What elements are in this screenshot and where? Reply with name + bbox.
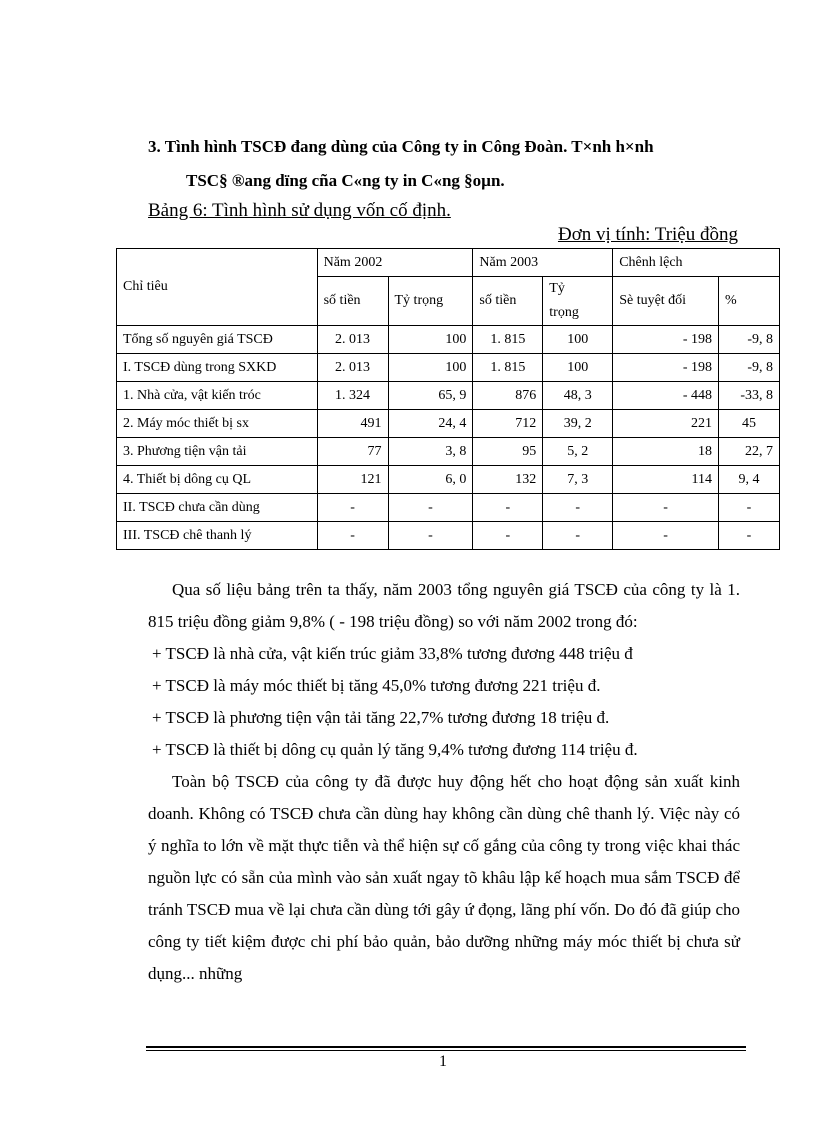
cell-amount-2002: - [317, 522, 388, 550]
subheader-ratio-2002: Tỷ trọng [388, 277, 473, 326]
footer-divider-thin [146, 1050, 746, 1051]
paragraph-summary: Qua số liệu bảng trên ta thấy, năm 2003 tổng nguyên giá TSCĐ của công ty là 1. 815 triệu đồng giảm 9,8% ( - 198 triệu đồng) so với năm 2002 trong đó: [148, 580, 740, 631]
row-label: Tổng số nguyên giá TSCĐ [117, 326, 318, 354]
cell-absolute: - [613, 522, 719, 550]
cell-ratio-2002: 65, 9 [388, 382, 473, 410]
cell-amount-2003: 876 [473, 382, 543, 410]
cell-amount-2002: 491 [317, 410, 388, 438]
subheader-ratio-2003: Tỷ trọng [543, 277, 613, 326]
cell-ratio-2003: 100 [543, 326, 613, 354]
section-heading-line2: TSC§ ®ang dïng cña C«ng ty in C«ng §oµn. [186, 171, 505, 190]
cell-absolute: - [613, 494, 719, 522]
cell-absolute: - 198 [613, 354, 719, 382]
bullet-vehicles: + TSCĐ là phương tiện vận tải tăng 22,7% tương đương 18 triệu đ. [152, 708, 610, 727]
cell-percent: 45 [719, 410, 780, 438]
cell-amount-2003: 1. 815 [473, 354, 543, 382]
cell-percent: -33, 8 [719, 382, 780, 410]
cell-amount-2002: 121 [317, 466, 388, 494]
cell-absolute: 18 [613, 438, 719, 466]
cell-ratio-2002: 100 [388, 326, 473, 354]
cell-percent: - [719, 522, 780, 550]
cell-amount-2002: - [317, 494, 388, 522]
cell-percent: - [719, 494, 780, 522]
bullet-buildings: + TSCĐ là nhà cửa, vật kiến trúc giảm 33,8% tương đương 448 triệu đ [152, 644, 633, 663]
body-text [148, 574, 740, 990]
row-label: III. TSCĐ chê thanh lý [117, 522, 318, 550]
table-row [117, 522, 780, 550]
cell-ratio-2002: - [388, 522, 473, 550]
table-row [117, 382, 780, 410]
cell-amount-2002: 77 [317, 438, 388, 466]
cell-ratio-2002: - [388, 494, 473, 522]
table-row [117, 410, 780, 438]
cell-absolute: 114 [613, 466, 719, 494]
table-row [117, 354, 780, 382]
table-caption: Bảng 6: Tình hình sử dụng vốn cố định. [148, 200, 451, 221]
cell-amount-2003: 712 [473, 410, 543, 438]
subheader-amount-2003: số tiền [473, 277, 543, 326]
row-label: I. TSCĐ dùng trong SXKD [117, 354, 318, 382]
unit-label: Đơn vị tính: Triệu đồng [557, 224, 738, 245]
cell-ratio-2003: - [543, 522, 613, 550]
page-number: 1 [439, 1053, 447, 1070]
cell-percent: -9, 8 [719, 354, 780, 382]
cell-ratio-2002: 100 [388, 354, 473, 382]
section-heading-line1: 3. Tình hình TSCĐ đang dùng của Công ty in Công Đoàn. T×nh h×nh [148, 137, 654, 156]
header-difference: Chênh lệch [613, 249, 780, 277]
cell-ratio-2003: 5, 2 [543, 438, 613, 466]
section-heading [148, 130, 768, 198]
cell-amount-2002: 1. 324 [317, 382, 388, 410]
footer-divider [146, 1046, 746, 1048]
cell-amount-2002: 2. 013 [317, 326, 388, 354]
cell-percent: -9, 8 [719, 326, 780, 354]
row-label: II. TSCĐ chưa cần dùng [117, 494, 318, 522]
bullet-equipment: + TSCĐ là thiết bị dông cụ quản lý tăng 9,4% tương đương 114 triệu đ. [152, 740, 638, 759]
cell-amount-2003: 95 [473, 438, 543, 466]
paragraph-conclusion: Toàn bộ TSCĐ của công ty đã được huy động hết cho hoạt động sản xuất kinh doanh. Không có TSCĐ chưa cần dùng hay không cần dùng chê thanh lý. Việc này có ý nghĩa to lớn về mặt thực tiễn và thể hiện sự cố gắng của công ty trong việc khai thác nguồn lực có sẵn của mình vào sản xuất ngay tõ khâu lập kế hoạch mua sắm TSCĐ để tránh TSCĐ mua về lại chưa cần dùng tới gây ứ đọng, lãng phí vốn. Do đó đã giúp cho công ty tiết kiệm được chi phí bảo quản, bảo dưỡng những máy móc thiết bị chưa sử dụng... những [148, 772, 740, 983]
table-header-row [117, 249, 780, 277]
table-row [117, 466, 780, 494]
row-label: 3. Phương tiện vận tải [117, 438, 318, 466]
cell-amount-2003: 132 [473, 466, 543, 494]
fixed-capital-table [116, 248, 780, 550]
cell-ratio-2003: 48, 3 [543, 382, 613, 410]
cell-ratio-2002: 6, 0 [388, 466, 473, 494]
header-year-2002: Năm 2002 [317, 249, 473, 277]
cell-amount-2003: - [473, 494, 543, 522]
subheader-amount-2002: số tiền [317, 277, 388, 326]
cell-amount-2002: 2. 013 [317, 354, 388, 382]
cell-ratio-2002: 3, 8 [388, 438, 473, 466]
cell-ratio-2003: 100 [543, 354, 613, 382]
cell-absolute: 221 [613, 410, 719, 438]
cell-absolute: - 448 [613, 382, 719, 410]
header-year-2003: Năm 2003 [473, 249, 613, 277]
cell-percent: 22, 7 [719, 438, 780, 466]
table-row [117, 438, 780, 466]
cell-ratio-2003: 7, 3 [543, 466, 613, 494]
cell-ratio-2003: - [543, 494, 613, 522]
table-row [117, 494, 780, 522]
row-label: 2. Máy móc thiết bị sx [117, 410, 318, 438]
subheader-absolute: Sè tuyệt đối [613, 277, 719, 326]
bullet-machinery: + TSCĐ là máy móc thiết bị tăng 45,0% tương đương 221 triệu đ. [152, 676, 601, 695]
header-indicator: Chỉ tiêu [117, 249, 318, 326]
row-label: 1. Nhà cửa, vật kiến tróc [117, 382, 318, 410]
table-row [117, 326, 780, 354]
cell-amount-2003: - [473, 522, 543, 550]
cell-ratio-2002: 24, 4 [388, 410, 473, 438]
subheader-percent: % [719, 277, 780, 326]
cell-ratio-2003: 39, 2 [543, 410, 613, 438]
cell-amount-2003: 1. 815 [473, 326, 543, 354]
cell-absolute: - 198 [613, 326, 719, 354]
row-label: 4. Thiết bị dông cụ QL [117, 466, 318, 494]
cell-percent: 9, 4 [719, 466, 780, 494]
